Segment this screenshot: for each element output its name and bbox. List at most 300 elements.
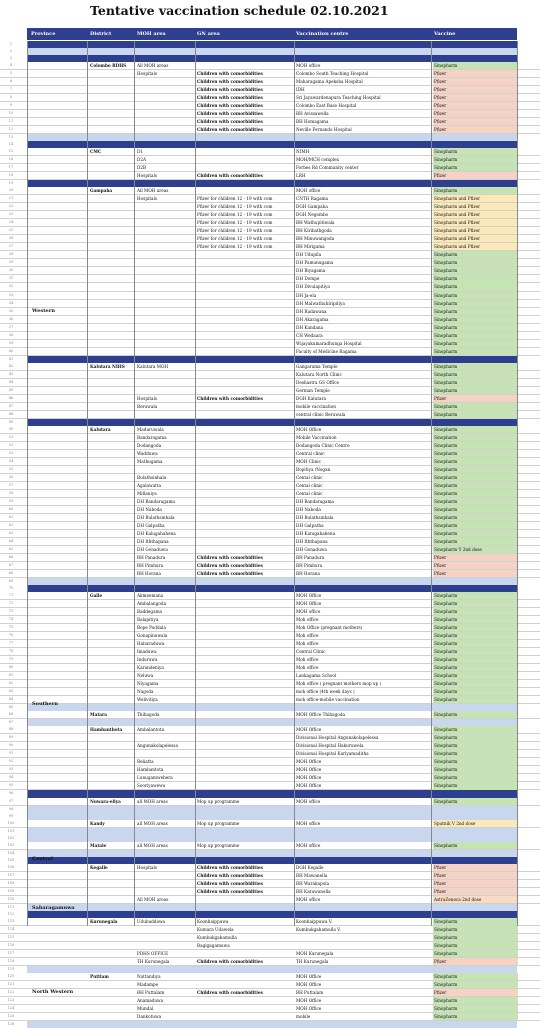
vaccination-centre-cell: MOH office: [296, 188, 321, 194]
row-number: 119: [7, 966, 15, 971]
vaccine-cell: Pfizer: [433, 94, 518, 101]
vaccination-centre-cell: Deshastra GS Office: [296, 379, 339, 385]
table-row: [0, 842, 540, 850]
table-row: [0, 235, 540, 243]
moh-area-cell: Bulathsinhala: [137, 474, 167, 480]
vaccination-centre-cell: DH Udupila: [296, 252, 322, 258]
vaccination-centre-cell: Moh office: [296, 641, 319, 647]
vaccination-centre-cell: NIMH: [296, 149, 310, 155]
vaccination-centre-cell: Colombo South Teaching Hospital: [296, 71, 369, 77]
gn-area-cell: Children with comorbidities: [197, 888, 263, 894]
row-number: 12: [8, 127, 14, 132]
vaccine-cell: Sinopharm: [433, 403, 518, 410]
row-number: 18: [8, 173, 14, 178]
table-row: [0, 450, 540, 458]
row-number: 28: [8, 252, 14, 257]
row-number: 44: [8, 379, 14, 384]
vaccine-cell: Sinopharm: [433, 782, 518, 789]
vaccine-cell: Sinopharm: [433, 530, 518, 537]
gn-area-cell: Pfizer for children 12 - 19 with com: [197, 204, 273, 210]
row-number: 32: [8, 284, 14, 289]
vaccination-centre-cell: MOH Office: [296, 767, 322, 773]
moh-area-cell: Baddegama: [137, 609, 163, 615]
row-number: 108: [7, 880, 15, 885]
vaccine-cell: Sinopharm and Pfizer: [433, 211, 518, 218]
row-number: 53: [8, 450, 14, 455]
vaccination-centre-cell: DH Gonaduwa: [296, 547, 327, 552]
table-row: [0, 1005, 540, 1013]
gn-area-cell: Pfizer for children 12 - 19 with com: [197, 220, 273, 226]
district-cell: Nuwara-eliya: [90, 798, 121, 804]
vaccine-cell: Sinopharm: [433, 466, 518, 473]
row-number: 72: [8, 601, 14, 606]
vaccine-cell: Pfizer: [433, 78, 518, 85]
vaccine-cell: Sinopharm: [433, 442, 518, 449]
row-number: 10: [8, 111, 14, 116]
row-number: 5: [9, 71, 13, 76]
row-number: 125: [7, 1013, 15, 1018]
row-number: 46: [8, 395, 14, 400]
vaccine-cell: Sinopharm: [433, 522, 518, 529]
row-number: 71: [8, 593, 14, 598]
vaccination-centre-cell: MOH/MCH complex: [296, 157, 339, 163]
table-row: [0, 259, 540, 267]
table-row: [0, 363, 540, 371]
row-number: 101: [7, 828, 15, 833]
section-divider: [27, 585, 517, 592]
row-number: 80: [8, 665, 14, 670]
table-row: [0, 180, 540, 187]
vaccine-cell: Sinopharm: [433, 267, 518, 274]
row-number: 107: [7, 872, 15, 877]
row-number: 105: [7, 857, 15, 862]
header-gn-area: GN area: [197, 31, 220, 37]
row-number: 8: [9, 95, 13, 100]
row-number: 23: [8, 212, 14, 217]
table-row: [0, 828, 540, 835]
table-row: [0, 911, 540, 918]
row-number: 122: [7, 989, 15, 994]
vaccine-cell: Sinopharm and Pfizer: [433, 243, 518, 250]
district-cell: Colombo RDHS: [90, 63, 127, 69]
vaccine-cell: Sinopharm: [433, 758, 518, 765]
row-number: 123: [7, 997, 15, 1002]
table-row: [0, 419, 540, 426]
row-number: 91: [8, 751, 14, 756]
row-number: 49: [8, 419, 14, 424]
vaccine-cell: Sinopharm: [433, 434, 518, 441]
table-row: [0, 251, 540, 259]
moh-area-cell: Balapitiya: [137, 617, 159, 623]
table-row: [0, 118, 540, 126]
table-row: [0, 324, 540, 332]
vaccination-centre-cell: DH Biyagama: [296, 268, 326, 274]
vaccine-cell: Sinopharm: [433, 711, 518, 718]
vaccination-centre-cell: Maharagama Apeksha Hospital: [296, 79, 363, 85]
province-label: Central: [32, 855, 53, 862]
row-number: 70: [8, 586, 14, 591]
vaccination-centre-cell: CNTH Ragama: [296, 196, 329, 202]
vaccine-cell: Sinopharm: [433, 648, 518, 655]
moh-area-cell: Bandaragama: [137, 434, 167, 440]
gn-area-cell: Pfizer for children 12 - 19 with com: [197, 236, 273, 242]
row-number: 26: [8, 236, 14, 241]
gn-area-cell: Children with comorbidities: [197, 79, 263, 85]
vaccination-centre-cell: MOH Office Thihagoda: [296, 712, 346, 718]
row-number: 64: [8, 538, 14, 543]
vaccine-cell: Sinopharm: [433, 316, 518, 323]
vaccination-centre-cell: Sri Jayawardenapura Teaching Hospital: [296, 95, 381, 101]
table-row: [0, 918, 540, 926]
vaccination-centre-cell: BH Pimbura: [296, 563, 323, 569]
moh-area-cell: All MOH areas: [137, 896, 169, 902]
vaccination-centre-cell: MOH office: [296, 896, 321, 902]
moh-area-cell: all MOH areas: [137, 842, 168, 848]
row-number: 117: [7, 950, 15, 955]
vaccine-cell: Sinopharm: [433, 774, 518, 781]
vaccination-centre-cell: Faculty of Medicine Ragama: [296, 348, 357, 354]
vaccination-centre-cell: Koonhaippuwa V.: [296, 918, 333, 924]
moh-area-cell: DH Iththapana: [137, 538, 169, 544]
vaccination-centre-cell: Divisional Hospital Hakuruwela: [296, 743, 364, 749]
table-row: [0, 164, 540, 172]
vaccine-cell: Pfizer: [433, 126, 518, 133]
vaccination-centre-cell: DH Kandana: [296, 324, 324, 330]
table-row: [0, 41, 540, 48]
row-number: 95: [8, 783, 14, 788]
table-row: [0, 711, 540, 719]
section-divider: [27, 55, 517, 62]
row-number: 120: [7, 973, 15, 978]
table-row: [0, 156, 540, 164]
table-row: [0, 896, 540, 904]
table-row: [0, 648, 540, 656]
vaccination-centre-cell: MOH Office: [296, 973, 322, 979]
row-number: 47: [8, 403, 14, 408]
vaccination-centre-cell: Forbes Rd Community center: [296, 165, 359, 171]
vaccine-cell: Pfizer: [433, 118, 518, 125]
vaccine-cell: Sinopharm: [433, 750, 518, 757]
vaccine-cell: Pfizer: [433, 70, 518, 77]
table-row: [0, 616, 540, 624]
gn-area-cell: Children with comorbidities: [197, 395, 263, 401]
vaccination-centre-cell: DH Ja-ela: [296, 292, 317, 298]
vaccination-centre-cell: MOH Office: [296, 759, 322, 765]
table-row: [0, 403, 540, 411]
table-row: [0, 989, 540, 997]
row-number: 40: [8, 348, 14, 353]
row-number: 57: [8, 482, 14, 487]
gn-area-cell: Children with comorbidities: [197, 111, 263, 117]
vaccination-centre-cell: moh office-mobile vaccination: [296, 697, 360, 703]
table-row: [0, 806, 540, 813]
vaccination-centre-cell: MOH Office: [296, 783, 322, 789]
moh-area-cell: Mathugama: [137, 458, 163, 464]
gn-area-cell: Children with comorbidities: [197, 87, 263, 93]
row-number: 34: [8, 300, 14, 305]
vaccination-centre-cell: Wijayakumaradhunga Hospital: [296, 340, 362, 346]
gn-area-cell: Children with comorbidities: [197, 71, 263, 77]
table-row: [0, 348, 540, 356]
row-number: 56: [8, 474, 14, 479]
moh-area-cell: Ambalangoda: [137, 601, 167, 607]
moh-area-cell: BH Pimbura: [137, 563, 164, 569]
moh-area-cell: Hospitals: [137, 864, 158, 870]
vaccine-cell: Pfizer: [433, 172, 518, 179]
table-header: [27, 28, 517, 40]
row-number: 103: [7, 842, 15, 847]
row-number: 63: [8, 530, 14, 535]
vaccination-centre-cell: CH Wedaara: [296, 332, 323, 338]
gn-area-cell: Children with comorbidities: [197, 95, 263, 101]
row-number: 76: [8, 633, 14, 638]
table-row: [0, 482, 540, 490]
vaccination-centre-cell: Divisional Hospital Kariyamaditha: [296, 751, 369, 757]
vaccination-centre-cell: DH Radawana: [296, 308, 327, 314]
table-row: [0, 578, 540, 585]
vaccine-cell: Sinopharm and Pfizer: [433, 219, 518, 226]
gn-area-cell: Children with comorbidities: [197, 103, 263, 109]
table-row: [0, 316, 540, 324]
vaccination-centre-cell: DH Galpatha: [296, 522, 324, 528]
vaccine-cell: Sinopharm: [433, 608, 518, 615]
vaccine-cell: Sinopharm: [433, 490, 518, 497]
table-row: [0, 608, 540, 616]
vaccine-cell: Pfizer: [433, 554, 518, 561]
moh-area-cell: Beliatta: [137, 759, 154, 765]
row-number: 102: [7, 835, 15, 840]
moh-area-cell: Nattandiya: [137, 973, 161, 979]
table-row: [0, 78, 540, 86]
table-row: [0, 211, 540, 219]
vaccine-cell: Pfizer: [433, 888, 518, 895]
vaccination-centre-cell: Cental clinic: [296, 474, 323, 480]
table-row: [0, 514, 540, 522]
vaccine-cell: Sinopharm: [433, 656, 518, 663]
vaccine-cell: Sinopharm: [433, 616, 518, 623]
spacer-row: [27, 835, 517, 842]
moh-area-cell: D1: [137, 149, 144, 155]
vaccine-cell: Sinopharm: [433, 498, 518, 505]
vaccination-centre-cell: TH Kurunegala: [296, 958, 329, 964]
vaccine-cell: Pfizer: [433, 864, 518, 871]
vaccination-centre-cell: DH Dompe: [296, 276, 320, 282]
row-number: 116: [7, 942, 15, 947]
vaccination-centre-cell: Divisional Hospital Angunakolapelessa: [296, 735, 379, 741]
row-number: 118: [7, 958, 15, 963]
vaccine-cell: Sinopharm: [433, 371, 518, 378]
gn-area-cell: Children with comorbidities: [197, 555, 263, 561]
table-row: [0, 726, 540, 734]
table-row: [0, 1013, 540, 1021]
table-row: [0, 356, 540, 363]
vaccination-centre-cell: MOH Kurunegala: [296, 950, 334, 956]
vaccine-cell: Sinopharm: [433, 506, 518, 513]
row-number: 68: [8, 571, 14, 576]
vaccination-centre-cell: Kumbukgahamulla V.: [296, 926, 341, 932]
moh-area-cell: Bope Poddala: [137, 625, 166, 631]
moh-area-cell: Hospitals: [137, 196, 158, 202]
row-number: 3: [9, 56, 13, 61]
row-number: 67: [8, 563, 14, 568]
vaccination-centre-cell: MOH office: [296, 842, 321, 848]
vaccine-cell: Sinopharm: [433, 742, 518, 749]
vaccine-cell: Sinopharm: [433, 450, 518, 457]
table-row: [0, 926, 540, 934]
vaccine-cell: Sputnik V 2nd dose: [433, 820, 518, 827]
table-row: [0, 538, 540, 546]
table-row: [0, 872, 540, 880]
vaccine-cell: Pfizer: [433, 102, 518, 109]
table-row: [0, 1021, 540, 1028]
district-cell: Kalutara: [90, 426, 111, 432]
vaccination-centre-cell: DGH Kegalle: [296, 864, 324, 870]
row-number: 38: [8, 332, 14, 337]
vaccination-centre-cell: DH Naboda: [296, 506, 321, 512]
table-row: [0, 267, 540, 275]
moh-area-cell: BH Panadura: [137, 555, 166, 561]
moh-area-cell: Dankotuwa: [137, 1013, 162, 1019]
vaccine-cell: Sinopharm: [433, 474, 518, 481]
province-label: Southern: [32, 701, 58, 708]
table-row: [0, 766, 540, 774]
row-number: 87: [8, 720, 14, 725]
vaccine-cell: Sinopharm: [433, 934, 518, 941]
vaccination-centre-cell: BH Wathupitiwala: [296, 220, 335, 226]
table-row: [0, 888, 540, 896]
vaccination-centre-cell: Moh office: [296, 657, 319, 663]
vaccination-centre-cell: mobile: [296, 1013, 311, 1019]
spacer-row: [27, 850, 517, 857]
moh-area-cell: all MOH areas: [137, 798, 168, 804]
moh-area-cell: Hospitals: [137, 173, 158, 179]
row-number: 75: [8, 625, 14, 630]
vaccination-centre-cell: BH Avissawella: [296, 111, 329, 117]
vaccine-cell: Sinopharm: [433, 1005, 518, 1012]
district-cell: Kalutara NIHS: [90, 363, 125, 369]
spacer-row: [27, 719, 517, 726]
row-number: 93: [8, 767, 14, 772]
vaccination-centre-cell: Gangarama Temple: [296, 363, 338, 369]
vaccination-centre-cell: MOH Office: [296, 727, 322, 733]
row-number: 58: [8, 490, 14, 495]
vaccine-cell: Sinopharm: [433, 156, 518, 163]
vaccination-centre-cell: DH Divulapitiya: [296, 284, 330, 290]
table-row: [0, 880, 540, 888]
moh-area-cell: Induruwa: [137, 657, 158, 663]
vaccination-centre-cell: Moh office ( pregnant mothers mop up ): [296, 681, 382, 687]
spacer-row: [27, 813, 517, 820]
vaccination-centre-cell: Moh office: [296, 617, 319, 623]
table-row: [0, 624, 540, 632]
table-row: [0, 442, 540, 450]
province-label: North Western: [32, 989, 74, 996]
vaccination-centre-cell: MOH Office: [296, 426, 322, 432]
moh-area-cell: Hospitals: [137, 395, 158, 401]
vaccine-cell: Sinopharm: [433, 148, 518, 155]
moh-area-cell: Welivitiya: [137, 697, 158, 703]
table-row: [0, 187, 540, 195]
table-row: [0, 110, 540, 118]
moh-area-cell: TH Kurunegala: [137, 958, 170, 964]
moh-area-cell: BH Horana: [137, 571, 161, 577]
vaccine-cell: Sinopharm: [433, 379, 518, 386]
district-cell: Matara: [90, 712, 107, 718]
vaccine-cell: Sinopharm: [433, 664, 518, 671]
vaccine-cell: Sinopharm Y 2nd dose: [433, 546, 518, 553]
table-row: [0, 434, 540, 442]
vaccination-centre-cell: Mobile Vaccination: [296, 434, 337, 440]
table-row: [0, 55, 540, 62]
gn-area-cell: Pfizer for children 12 - 19 with com: [197, 196, 273, 202]
vaccine-cell: Sinopharm: [433, 308, 518, 315]
moh-area-cell: Madampe: [137, 981, 159, 987]
row-number: 2: [9, 49, 13, 54]
vaccine-cell: Sinopharm: [433, 997, 518, 1004]
gn-area-cell: Children with comorbidities: [197, 958, 263, 964]
section-divider: [27, 141, 517, 148]
moh-area-cell: Beruwala: [137, 403, 158, 409]
moh-area-cell: BH Puttalam: [137, 989, 165, 995]
row-number: 52: [8, 442, 14, 447]
vaccine-cell: AstraZeneca 2nd dose: [433, 896, 518, 903]
moh-area-cell: Habaraduwa: [137, 641, 165, 647]
section-divider: [27, 790, 517, 797]
section-divider: [27, 180, 517, 187]
row-number: 114: [7, 926, 15, 931]
moh-area-cell: Gonapinuwala: [137, 633, 168, 639]
row-number: 54: [8, 458, 14, 463]
vaccination-centre-cell: DH Akaragama: [296, 316, 329, 322]
vaccine-cell: Pfizer: [433, 562, 518, 569]
moh-area-cell: Udubaddawa: [137, 918, 166, 924]
moh-area-cell: DH Galpatha: [137, 522, 165, 528]
table-row: [0, 750, 540, 758]
moh-area-cell: D2A: [137, 157, 147, 163]
table-row: [0, 742, 540, 750]
vaccination-centre-cell: BH Warakapola: [296, 880, 330, 886]
row-number: 13: [8, 135, 14, 140]
vaccination-centre-cell: Cental clinic: [296, 490, 323, 496]
section-divider: [27, 857, 517, 864]
row-number: 59: [8, 498, 14, 503]
vaccination-centre-cell: MOH office: [296, 798, 321, 804]
row-number: 98: [8, 806, 14, 811]
moh-area-cell: Lunugamwehera: [137, 775, 173, 781]
vaccination-centre-cell: Lankagama School: [296, 673, 337, 679]
row-number: 78: [8, 649, 14, 654]
header-district: District: [90, 31, 112, 37]
vaccination-centre-cell: MOH Office: [296, 775, 322, 781]
vaccine-cell: Pfizer: [433, 86, 518, 93]
vaccination-centre-cell: moh office (4th week days ): [296, 689, 355, 695]
table-row: [0, 300, 540, 308]
row-number: 85: [8, 705, 14, 710]
vaccination-centre-cell: DH Iththapana: [296, 538, 328, 544]
header-vaccination-centre: Vaccination centre: [296, 31, 349, 37]
row-number: 106: [7, 864, 15, 869]
table-row: [0, 632, 540, 640]
vaccine-cell: Sinopharm: [433, 514, 518, 521]
table-row: [0, 958, 540, 966]
table-row: [0, 966, 540, 973]
vaccine-cell: Sinopharm: [433, 592, 518, 599]
schedule-table: [0, 41, 540, 1028]
table-row: [0, 813, 540, 820]
row-number: 7: [9, 87, 13, 92]
vaccine-cell: Sinopharm: [433, 426, 518, 433]
vaccine-cell: Sinopharm: [433, 387, 518, 394]
